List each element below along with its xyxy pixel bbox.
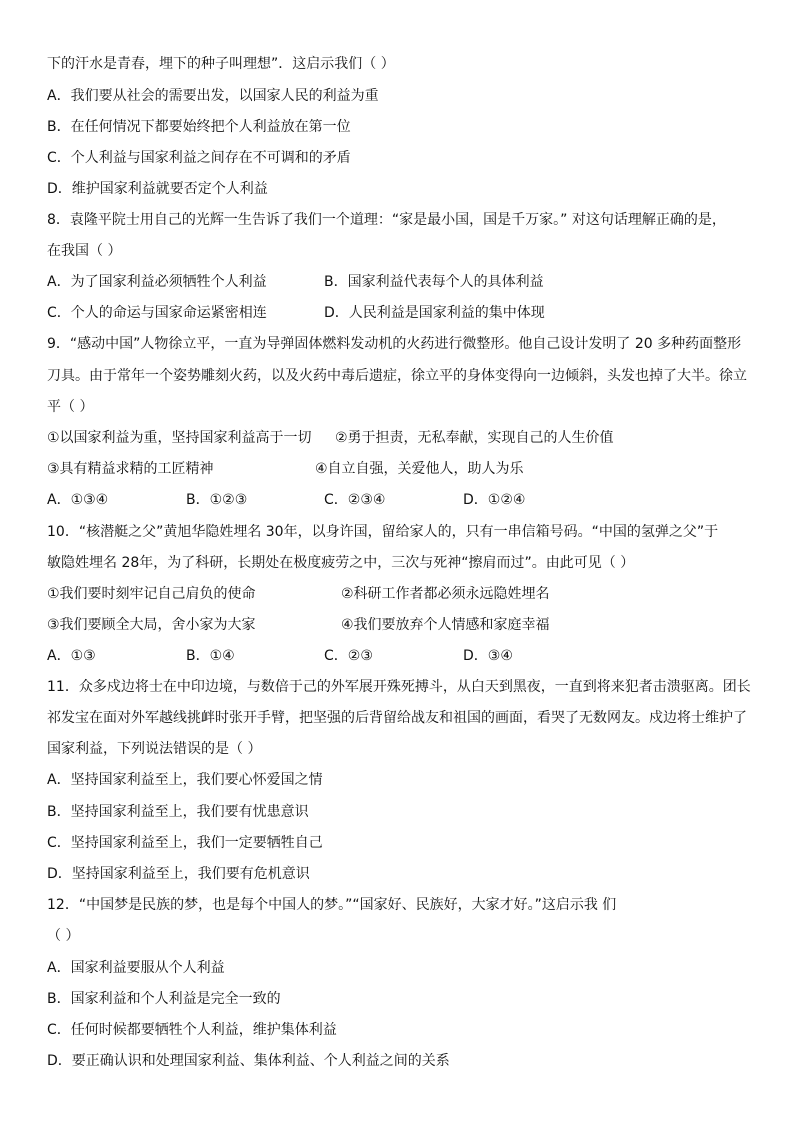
question-11-line: 11．众多戍边将士在中印边境，与数倍于己的外军展开殊死搏斗，从白天到黑夜，一直到将来犯者击溃驱离。团长	[47, 679, 751, 695]
option: C．②③④	[324, 492, 386, 508]
option: A．为了国家利益必须牺牲个人利益	[47, 274, 267, 290]
option-line: C．任何时候都要牺牲个人利益，维护集体利益	[47, 1022, 337, 1038]
option-line: D．要正确认识和处理国家利益、集体利益、个人利益之间的关系	[47, 1053, 450, 1069]
option: B．①②③	[186, 492, 248, 508]
text-line: 祁发宝在面对外军越线挑衅时张开手臂，把坚强的后背留给战友和祖国的画面，看哭了无数网友。戍边将士维护了	[47, 710, 747, 726]
option: B．①④	[186, 648, 235, 664]
option: A．①③	[47, 648, 96, 664]
option-line: C．坚持国家利益至上，我们一定要牺牲自己	[47, 835, 323, 851]
text-line: 国家利益，下列说法错误的是（ ）	[47, 741, 262, 757]
statement: ②科研工作者都必须永远隐姓埋名	[341, 586, 550, 602]
question-8-line: 8．袁隆平院士用自己的光辉一生告诉了我们一个道理：“家是最小国，国是千万家。” 对这句话理解正确的是，	[47, 212, 726, 228]
text-line: 在我国（ ）	[47, 243, 122, 259]
option: C．个人的命运与国家命运紧密相连	[47, 305, 267, 321]
text-line: 平（ ）	[47, 399, 94, 415]
option-line: A．国家利益要服从个人利益	[47, 960, 225, 976]
option-line: B．坚持国家利益至上，我们要有忧患意识	[47, 804, 309, 820]
statement: ②勇于担责，无私奉献，实现自己的人生价值	[335, 430, 614, 446]
option: D．①②④	[463, 492, 526, 508]
option: B．国家利益代表每个人的具体利益	[324, 274, 544, 290]
option: A．①③④	[47, 492, 109, 508]
option-line: D．坚持国家利益至上，我们要有危机意识	[47, 866, 310, 882]
question-9-line: 9．“感动中国”人物徐立平，一直为导弹固体燃料发动机的火药进行微整形。他自己设计发明了 20 多种药面整形	[47, 336, 742, 352]
option: C．②③	[324, 648, 373, 664]
statement: ①以国家利益为重，坚持国家利益高于一切	[47, 430, 312, 446]
option-line: A．我们要从社会的需要出发，以国家人民的利益为重	[47, 88, 379, 104]
option: D．人民利益是国家利益的集中体现	[324, 305, 545, 321]
option-line: B．在任何情况下都要始终把个人利益放在第一位	[47, 119, 351, 135]
statement: ①我们要时刻牢记自己肩负的使命	[47, 586, 256, 602]
statement: ④我们要放弃个人情感和家庭幸福	[341, 617, 550, 633]
option: D．③④	[463, 648, 513, 664]
option-line: A．坚持国家利益至上，我们要心怀爱国之情	[47, 772, 323, 788]
text-line: 刀具。由于常年一个姿势雕刻火药，以及火药中毒后遗症，徐立平的身体变得向一边倾斜，头发也掉了大半。徐立	[47, 368, 747, 384]
text-line: 下的汗水是青春，埋下的种子叫理想”．这启示我们（ ）	[47, 56, 395, 72]
statement: ④自立自强，关爱他人，助人为乐	[315, 461, 524, 477]
question-12-line: 12．“中国梦是民族的梦，也是每个中国人的梦。”“国家好、民族好，大家才好。”这启示我 们	[47, 897, 617, 913]
text-line: 敏隐姓埋名 28年，为了科研，长期处在极度疲劳之中，三次与死神“擦肩而过”。由此可见（ ）	[47, 555, 635, 571]
statement: ③具有精益求精的工匠精神	[47, 461, 214, 477]
option-line: D．维护国家利益就要否定个人利益	[47, 181, 268, 197]
question-10-line: 10．“核潜艇之父”黄旭华隐姓埋名 30年，以身许国，留给家人的，只有一串信箱号码。“中国的氢弹之父”于	[47, 524, 719, 540]
option-line: B．国家利益和个人利益是完全一致的	[47, 991, 281, 1007]
text-line: （ ）	[47, 928, 80, 944]
option-line: C．个人利益与国家利益之间存在不可调和的矛盾	[47, 150, 351, 166]
statement: ③我们要顾全大局，舍小家为大家	[47, 617, 256, 633]
